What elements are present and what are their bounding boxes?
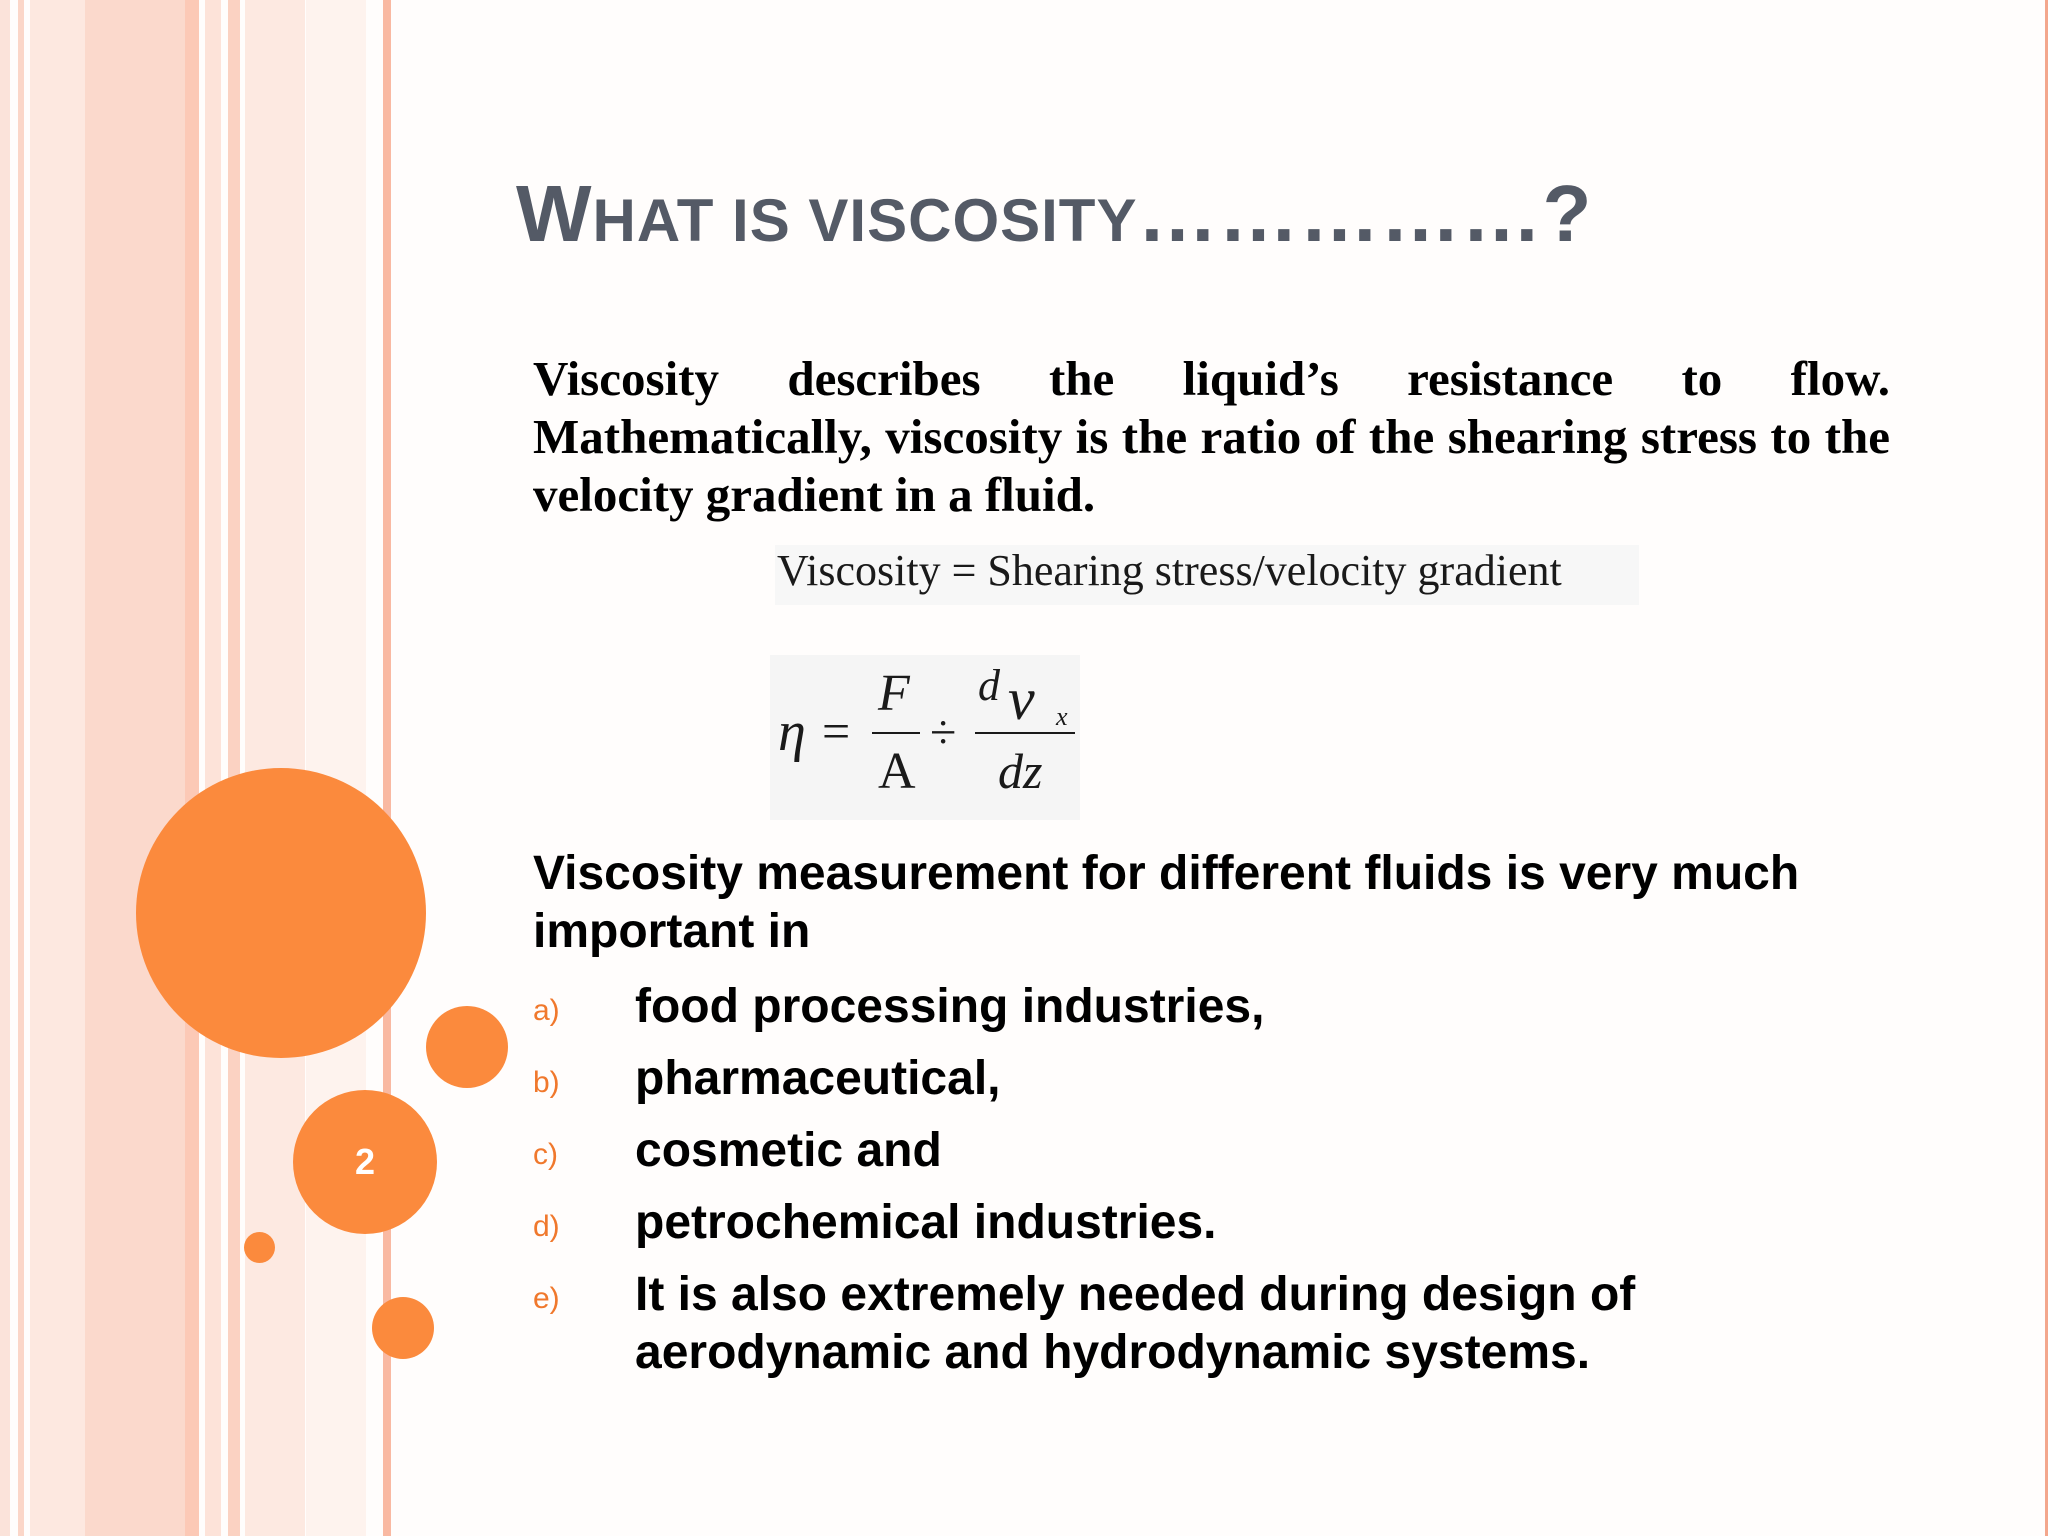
definition-paragraph: Viscosity describes the liquid’s resistance to flow. Mathematically, viscosity is the ratio of the shearing stress to the velocity gradient in a fluid.: [533, 351, 1890, 522]
decor-stripe: [185, 0, 199, 1536]
slide-number-badge: [293, 1090, 437, 1234]
decor-circle-small: [244, 1232, 275, 1263]
list-item-text: food processing industries,: [635, 980, 1265, 1033]
decor-circle-small: [372, 1297, 434, 1359]
eq-num2-v: v: [1008, 666, 1035, 732]
title-suffix: ……………?: [1137, 169, 1593, 258]
title-rest: HAT IS VISCOSITY: [592, 187, 1138, 254]
viscosity-equation: [770, 655, 1080, 820]
eq-den1: A: [878, 743, 916, 800]
list-item: [533, 978, 1913, 1036]
eq-num2-sub: x: [1056, 702, 1068, 731]
decor-stripe: [0, 0, 10, 1536]
list-item: [533, 1122, 1913, 1180]
decor-stripe: [85, 0, 185, 1536]
decor-circle-large: [136, 768, 426, 1058]
list-marker: a): [533, 994, 560, 1027]
decor-stripe: [30, 0, 85, 1536]
list-item: [533, 1266, 1913, 1382]
eq-den2: dz: [998, 743, 1043, 799]
formula-text: Viscosity = Shearing stress/velocity gradient: [775, 545, 1639, 605]
applications-list: [533, 978, 1913, 1396]
list-marker: c): [533, 1138, 558, 1171]
decor-stripe: [228, 0, 240, 1536]
decor-stripe: [205, 0, 221, 1536]
list-marker: e): [533, 1282, 560, 1315]
list-item: [533, 1194, 1913, 1252]
list-item-text: pharmaceutical,: [635, 1052, 1001, 1105]
eq-num1: F: [878, 665, 910, 722]
list-item-text: It is also extremely needed during design of aerodynamic and hydrodynamic systems.: [635, 1268, 1636, 1379]
list-marker: b): [533, 1066, 560, 1099]
eq-equals: =: [822, 703, 851, 759]
list-item-text: cosmetic and: [635, 1124, 942, 1177]
slide-title: [516, 168, 1592, 260]
decor-circle-medium: [426, 1006, 508, 1088]
list-item: [533, 1050, 1913, 1108]
eq-eta: η: [778, 701, 806, 763]
title-initial: W: [516, 169, 593, 258]
slide-number: 2: [354, 1141, 376, 1182]
eq-divide: ÷: [930, 706, 957, 759]
list-marker: d): [533, 1210, 560, 1243]
decor-stripe: [306, 0, 366, 1536]
lead-text: Viscosity measurement for different fluids is very much important in: [533, 847, 1800, 958]
decor-stripe: [18, 0, 24, 1536]
list-item-text: petrochemical industries.: [635, 1196, 1217, 1249]
eq-num2-d: d: [978, 661, 1000, 710]
